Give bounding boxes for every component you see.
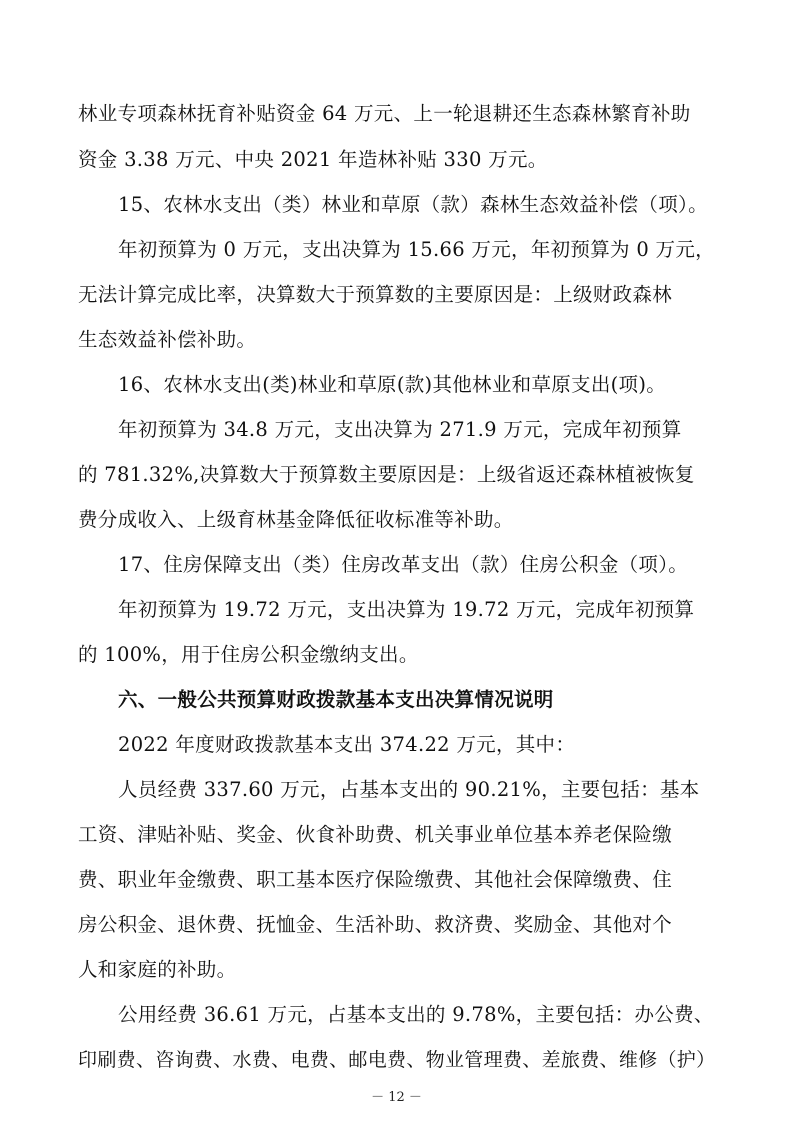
page-number: － 12 －: [371, 1090, 422, 1105]
text-line: 年初预算为 34.8 万元，支出决算为 271.9 万元，完成年初预算: [118, 418, 682, 441]
text-line: 生态效益补偿补助。: [78, 328, 257, 351]
text-line: 年初预算为 0 万元，支出决算为 15.66 万元，年初预算为 0 万元，: [118, 238, 715, 261]
section-item-16: 16、农林水支出(类)林业和草原(款)其他林业和草原支出(项)。: [118, 373, 667, 396]
text-line: 2022 年度财政拨款基本支出 374.22 万元，其中：: [118, 733, 576, 756]
section-heading: 六、一般公共预算财政拨款基本支出决算情况说明: [118, 688, 554, 711]
text-line: 人和家庭的补助。: [78, 958, 237, 981]
text-line: 公用经费 36.61 万元，占基本支出的 9.78%，主要包括：办公费、: [118, 1003, 714, 1026]
text-line: 无法计算完成比率，决算数大于预算数的主要原因是：上级财政森林: [78, 283, 673, 306]
text-line: 的 100%，用于住房公积金缴纳支出。: [78, 643, 419, 666]
text-line: 印刷费、咨询费、水费、电费、邮电费、物业管理费、差旅费、维修（护）: [78, 1049, 716, 1071]
text-line: 年初预算为 19.72 万元，支出决算为 19.72 万元，完成年初预算: [118, 598, 695, 621]
section-item-15: 15、农林水支出（类）林业和草原（款）森林生态效益补偿（项）。: [118, 193, 708, 216]
text-line: 人员经费 337.60 万元，占基本支出的 90.21%，主要包括：基本: [118, 778, 700, 801]
section-item-17: 17、住房保障支出（类）住房改革支出（款）住房公积金（项）。: [118, 553, 689, 576]
text-line: 的 781.32%,决算数大于预算数主要原因是：上级省返还森林植被恢复: [78, 463, 695, 486]
text-line: 房公积金、退休费、抚恤金、生活补助、救济费、奖励金、其他对个: [78, 913, 673, 936]
text-line: 资金 3.38 万元、中央 2021 年造林补贴 330 万元。: [78, 148, 548, 171]
text-line: 林业专项森林抚育补贴资金 64 万元、上一轮退耕还生态森林繁育补助: [78, 102, 691, 125]
text-line: 工资、津贴补贴、奖金、伙食补助费、机关事业单位基本养老保险缴: [78, 823, 673, 846]
text-line: 费分成收入、上级育林基金降低征收标准等补助。: [78, 508, 514, 531]
text-line: 费、职业年金缴费、职工基本医疗保险缴费、其他社会保障缴费、住: [78, 868, 673, 891]
